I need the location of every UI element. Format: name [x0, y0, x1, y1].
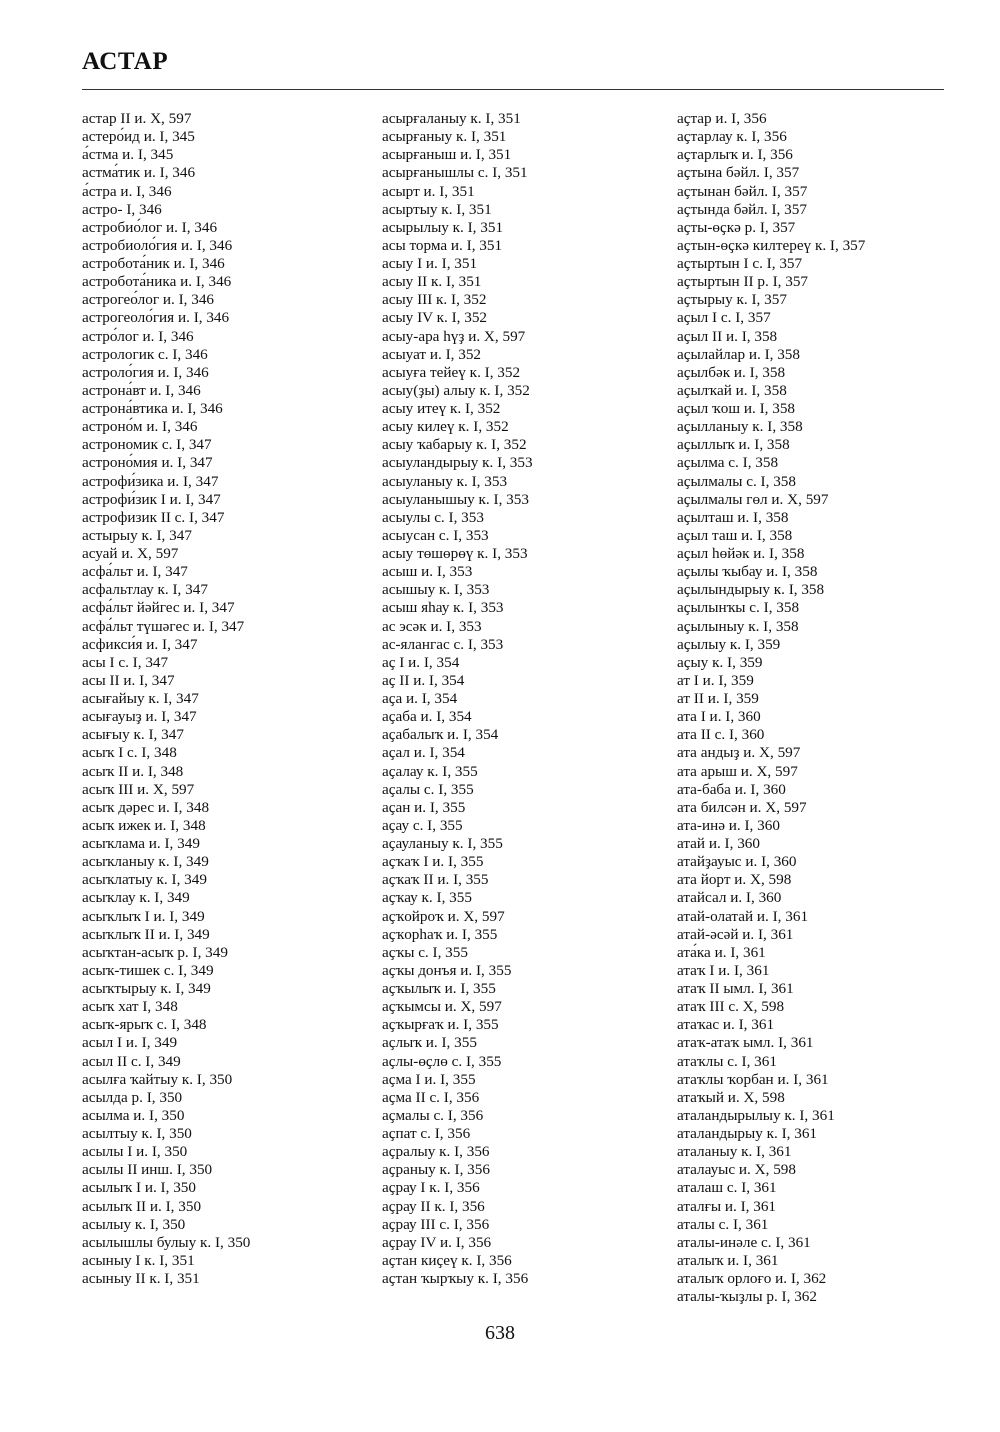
- dictionary-entry: аҫыу к. I, 359: [677, 653, 763, 671]
- dictionary-entry: аҫылайлар и. I, 358: [677, 345, 800, 363]
- dictionary-entry: атаҡ II ымл. I, 361: [677, 980, 794, 997]
- dictionary-entry: асыуланыу к. I, 353: [382, 472, 508, 490]
- dictionary-entry: асылышлы булыу к. I, 350: [82, 1233, 251, 1251]
- dictionary-entry: аҫтар и. I, 356: [677, 110, 767, 127]
- page-number: 638: [485, 1322, 515, 1344]
- dictionary-entry: асыу(ҙы) алыу к. I, 352: [382, 381, 530, 399]
- dictionary-entry: аҫралыу к. I, 356: [382, 1143, 490, 1161]
- dictionary-entry: асыш и. I, 353: [382, 563, 473, 581]
- dictionary-entry: аталауыс и. X, 598: [677, 1161, 796, 1179]
- dictionary-entry: аҫтында бәйл. I, 357: [677, 200, 807, 218]
- dictionary-entry: асылға ҡайтыу к. I, 350: [82, 1070, 233, 1088]
- dictionary-entry: асылтыу к. I, 350: [82, 1125, 192, 1142]
- dictionary-entry: аҫлыҡ и. I, 355: [382, 1034, 477, 1052]
- dictionary-entry: асыҡлыҡ II и. I, 349: [82, 925, 210, 943]
- dictionary-entry: асылы II инш. I, 350: [82, 1161, 213, 1179]
- dictionary-entry: аҫҡаҡ I и. I, 355: [382, 853, 484, 871]
- dictionary-entry: астробиоло́гия и. I, 346: [82, 236, 233, 254]
- dictionary-entry: астрогеоло́гия и. I, 346: [82, 309, 230, 327]
- dictionary-entry: ата II с. I, 360: [677, 726, 765, 744]
- dictionary-entry: атай и. I, 360: [677, 835, 760, 852]
- dictionary-entry: асыҡлыҡ I и. I, 349: [82, 907, 205, 925]
- dictionary-entry: аҫҡы донъя и. I, 355: [382, 961, 512, 979]
- dictionary-entry: ата арыш и. X, 597: [677, 762, 798, 780]
- dictionary-entry: атаҡый и. X, 598: [677, 1088, 785, 1106]
- dictionary-entry: аҫма II с. I, 356: [382, 1088, 480, 1106]
- dictionary-entry: ас эсәк и. I, 353: [382, 617, 482, 635]
- entries-column-3: [677, 110, 865, 1306]
- dictionary-entry: астробио́лог и. I, 346: [82, 218, 218, 236]
- dictionary-entry: аталандырылыу к. I, 361: [677, 1106, 835, 1124]
- dictionary-entry: аҫылҡай и. I, 358: [677, 381, 787, 399]
- dictionary-entry: аҫыл таш и. I, 358: [677, 526, 793, 544]
- dictionary-entry: астробота́ник и. I, 346: [82, 255, 225, 272]
- dictionary-entry: асыныу I к. I, 351: [82, 1251, 195, 1269]
- dictionary-entry: аталыҡ орлоғо и. I, 362: [677, 1270, 827, 1287]
- dictionary-entry: асыуландырыу к. I, 353: [382, 454, 533, 472]
- dictionary-entry: астроно́мия и. I, 347: [82, 454, 213, 472]
- dictionary-entry: аҫҡылыҡ и. I, 355: [382, 980, 496, 997]
- dictionary-entry: аҫрау III с. I, 356: [382, 1215, 490, 1233]
- dictionary-entry: асыҡ ижек и. I, 348: [82, 816, 206, 834]
- dictionary-entry: аҫыл һөйәк и. I, 358: [677, 545, 805, 562]
- dictionary-entry: аҫаба и. I, 354: [382, 708, 472, 726]
- dictionary-entry: аҫылыу к. I, 359: [677, 635, 781, 653]
- dictionary-entry: асығауыҙ и. I, 347: [82, 708, 197, 726]
- dictionary-entry: асылыҡ II и. I, 350: [82, 1197, 202, 1215]
- dictionary-entry: аҫтарлыҡ и. I, 356: [677, 146, 793, 164]
- dictionary-entry: аҫылбәк и. I, 358: [677, 363, 786, 381]
- dictionary-entry: аҫмалы с. I, 356: [382, 1106, 484, 1124]
- dictionary-entry: атаҡлы ҡорбан и. I, 361: [677, 1070, 829, 1088]
- dictionary-entry: аҫылы ҡыбау и. I, 358: [677, 563, 818, 581]
- dictionary-entry: атаҡлы с. I, 361: [677, 1052, 777, 1070]
- dictionary-entry: астроло́гия и. I, 346: [82, 363, 209, 381]
- dictionary-entry: асыу II к. I, 351: [382, 273, 482, 291]
- dictionary-entry: астрогео́лог и. I, 346: [82, 291, 215, 309]
- dictionary-entry: аҫты-өҫкә р. I, 357: [677, 218, 796, 236]
- dictionary-entry: аҫылмалы с. I, 358: [677, 472, 796, 490]
- dictionary-entry: астрологик с. I, 346: [82, 345, 208, 363]
- dictionary-entry: ата I и. I, 360: [677, 708, 761, 726]
- dictionary-entry: аҫтарлау к. I, 356: [677, 128, 787, 146]
- dictionary-entry: аҫауланыу к. I, 355: [382, 835, 503, 852]
- dictionary-entry: аҫау с. I, 355: [382, 816, 463, 834]
- entries-column-2: [382, 110, 533, 1288]
- dictionary-entry: аҫҡау к. I, 355: [382, 889, 472, 907]
- dictionary-entry: аҫҡы с. I, 355: [382, 943, 468, 961]
- dictionary-entry: асыныу II к. I, 351: [82, 1270, 200, 1287]
- dictionary-entry: асылы I и. I, 350: [82, 1143, 188, 1161]
- dictionary-entry: асырғаныш и. I, 351: [382, 146, 512, 164]
- dictionary-entry: аҫалау к. I, 355: [382, 762, 478, 780]
- dictionary-entry: асфикси́я и. I, 347: [82, 635, 198, 653]
- dictionary-entry: ас-ялангас с. I, 353: [382, 635, 504, 653]
- dictionary-entry: аталаш с. I, 361: [677, 1179, 777, 1197]
- dictionary-entry: асырылыу к. I, 351: [382, 218, 504, 236]
- dictionary-entry: ат II и. I, 359: [677, 690, 759, 707]
- dictionary-entry: асыу III к. I, 352: [382, 291, 487, 309]
- dictionary-entry: аҫылташ и. I, 358: [677, 508, 789, 526]
- dictionary-entry: аҫылланыу к. I, 358: [677, 418, 803, 436]
- dictionary-entry: астрофи́зик I и. I, 347: [82, 490, 221, 508]
- dictionary-entry: асыуат и. I, 352: [382, 345, 482, 363]
- dictionary-entry: асыу килеү к. I, 352: [382, 418, 509, 436]
- dictionary-entry: атайсал и. I, 360: [677, 889, 782, 907]
- dictionary-entry: атаҡ I и. I, 361: [677, 961, 770, 979]
- dictionary-entry: асуай и. X, 597: [82, 545, 179, 562]
- dictionary-entry: астар II и. X, 597: [82, 110, 192, 127]
- dictionary-entry: аҫыллыҡ и. I, 358: [677, 436, 790, 454]
- dictionary-entry: ата-баба и. I, 360: [677, 780, 786, 798]
- dictionary-entry: асыу төшөрөү к. I, 353: [382, 545, 528, 562]
- dictionary-entry: атаҡас и. I, 361: [677, 1016, 775, 1034]
- dictionary-entry: аҫҡорһаҡ и. I, 355: [382, 925, 498, 943]
- dictionary-entry: асыуланышыу к. I, 353: [382, 490, 529, 508]
- dictionary-entry: ата билсән и. X, 597: [677, 798, 807, 816]
- dictionary-entry: асфа́льт и. I, 347: [82, 563, 188, 581]
- dictionary-entry: асыҡлама и. I, 349: [82, 835, 200, 852]
- dictionary-entry: асырғаныу к. I, 351: [382, 128, 507, 146]
- dictionary-entry: астма́тик и. I, 346: [82, 164, 196, 182]
- dictionary-entry: аҫ I и. I, 354: [382, 653, 460, 671]
- dictionary-entry: асыуға тейеү к. I, 352: [382, 363, 521, 381]
- dictionary-entry: асыу IV к. I, 352: [382, 309, 488, 327]
- dictionary-entry: а́стма и. I, 345: [82, 146, 174, 164]
- dictionary-entry: асырғанышлы с. I, 351: [382, 164, 528, 182]
- dictionary-entry: асылма и. I, 350: [82, 1106, 185, 1124]
- dictionary-entry: астрофизик II с. I, 347: [82, 508, 225, 526]
- dictionary-entry: аҫал и. I, 354: [382, 744, 465, 762]
- dictionary-entry: аҫрау II к. I, 356: [382, 1197, 485, 1215]
- dictionary-entry: асыу-ара һүҙ и. X, 597: [382, 327, 526, 345]
- dictionary-entry: аҫлы-өҫлө с. I, 355: [382, 1052, 502, 1070]
- dictionary-entry: атаҡ III с. X, 598: [677, 998, 785, 1016]
- dictionary-entry: атай-әсәй и. I, 361: [677, 925, 794, 943]
- dictionary-entry: астро́лог и. I, 346: [82, 327, 194, 345]
- dictionary-entry: аҫылынҡы с. I, 358: [677, 599, 800, 617]
- dictionary-entry: асыу ҡабарыу к. I, 352: [382, 436, 527, 454]
- dictionary-entry: асыҡ хат I, 348: [82, 998, 178, 1016]
- dictionary-entry: аҫҡырғаҡ и. I, 355: [382, 1016, 499, 1034]
- dictionary-entry: асығыу к. I, 347: [82, 726, 184, 744]
- dictionary-entry: асыҡ-ярыҡ с. I, 348: [82, 1016, 207, 1034]
- dictionary-entry: асырт и. I, 351: [382, 182, 475, 200]
- dictionary-entry: аҫыл ҡош и. I, 358: [677, 400, 796, 417]
- dictionary-entry: аталаныу к. I, 361: [677, 1143, 792, 1161]
- dictionary-entry: аҫыл II и. I, 358: [677, 327, 778, 345]
- dictionary-entry: асыҡлатыу к. I, 349: [82, 871, 207, 889]
- dictionary-entry: аҫтыртын II р. I, 357: [677, 273, 809, 291]
- dictionary-entry: асыу итеү к. I, 352: [382, 400, 501, 417]
- dictionary-entry: асы торма и. I, 351: [382, 236, 503, 254]
- dictionary-entry: асышыу к. I, 353: [382, 581, 490, 599]
- dictionary-entry: аталы-инәле с. I, 361: [677, 1233, 811, 1251]
- dictionary-entry: асыл I и. I, 349: [82, 1034, 178, 1052]
- dictionary-entry: аталандырыу к. I, 361: [677, 1125, 818, 1142]
- dictionary-entry: асфа́льт түшәгес и. I, 347: [82, 617, 245, 635]
- dictionary-entry: атай-олатай и. I, 361: [677, 907, 809, 925]
- dictionary-entry: асылыҡ I и. I, 350: [82, 1179, 196, 1197]
- dictionary-entry: аҫтын-өҫкә килтереү к. I, 357: [677, 236, 866, 254]
- dictionary-entry: асыҡланыу к. I, 349: [82, 853, 209, 871]
- dictionary-entry: асы II и. I, 347: [82, 671, 175, 689]
- dictionary-entry: аҫтынан бәйл. I, 357: [677, 182, 808, 200]
- dictionary-entry: аҫтан киҫеү к. I, 356: [382, 1251, 512, 1269]
- dictionary-entry: аталы-ҡыҙлы р. I, 362: [677, 1288, 817, 1306]
- dictionary-entry: асыҡ II и. I, 348: [82, 762, 184, 780]
- dictionary-entry: асырғаланыу к. I, 351: [382, 110, 521, 127]
- dictionary-entry: астроно́м и. I, 346: [82, 418, 198, 436]
- dictionary-entry: аталы с. I, 361: [677, 1215, 769, 1233]
- dictionary-entry: асыусан с. I, 353: [382, 526, 489, 544]
- dictionary-entry: ат I и. I, 359: [677, 671, 754, 689]
- header-divider: [82, 89, 944, 90]
- dictionary-entry: аҫабалыҡ и. I, 354: [382, 726, 499, 744]
- dictionary-entry: астрофи́зика и. I, 347: [82, 472, 219, 490]
- dictionary-entry: аҫтыртын I с. I, 357: [677, 255, 803, 272]
- entries-column-1: [82, 110, 250, 1288]
- dictionary-entry: аталғы и. I, 361: [677, 1197, 777, 1215]
- page-header-title: АСТАР: [82, 48, 169, 75]
- dictionary-entry: аҫылмалы гөл и. X, 597: [677, 490, 829, 508]
- dictionary-entry: аҫыл I с. I, 357: [677, 309, 771, 327]
- dictionary-entry: а́стра и. I, 346: [82, 182, 172, 200]
- dictionary-entry: аҫма I и. I, 355: [382, 1070, 476, 1088]
- dictionary-entry: аҫҡымсы и. X, 597: [382, 998, 502, 1016]
- dictionary-entry: аҫылма с. I, 358: [677, 454, 779, 472]
- dictionary-entry: ата йорт и. X, 598: [677, 871, 792, 889]
- dictionary-entry: асыҡ-тишек с. I, 349: [82, 961, 214, 979]
- dictionary-entry: ата андыҙ и. X, 597: [677, 744, 801, 762]
- dictionary-entry: аҫрау IV и. I, 356: [382, 1233, 492, 1251]
- dictionary-entry: аҫраныу к. I, 356: [382, 1161, 490, 1179]
- dictionary-entry: асыш яһау к. I, 353: [382, 599, 504, 617]
- dictionary-entry: аҫрау I к. I, 356: [382, 1179, 480, 1197]
- dictionary-entry: асыҡтырыу к. I, 349: [82, 980, 211, 997]
- dictionary-entry: астрона́вт и. I, 346: [82, 381, 201, 399]
- dictionary-entry: аҫа и. I, 354: [382, 690, 458, 707]
- dictionary-entry: асфальтлау к. I, 347: [82, 581, 208, 599]
- dictionary-entry: асығайыу к. I, 347: [82, 690, 199, 707]
- dictionary-entry: атаҡ-атаҡ ымл. I, 361: [677, 1034, 814, 1052]
- dictionary-entry: асылда р. I, 350: [82, 1088, 183, 1106]
- dictionary-entry: асыҡ дәрес и. I, 348: [82, 798, 210, 816]
- dictionary-entry: астрономик с. I, 347: [82, 436, 212, 454]
- dictionary-entry: аҫтына бәйл. I, 357: [677, 164, 800, 182]
- dictionary-entry: аҫалы с. I, 355: [382, 780, 474, 798]
- dictionary-entry: аталыҡ и. I, 361: [677, 1251, 779, 1269]
- dictionary-entry: астеро́ид и. I, 345: [82, 128, 195, 146]
- dictionary-entry: аҫ II и. I, 354: [382, 671, 465, 689]
- dictionary-entry: аҫылындырыу к. I, 358: [677, 581, 825, 599]
- dictionary-entry: асыртыу к. I, 351: [382, 200, 492, 218]
- dictionary-entry: асы I с. I, 347: [82, 653, 169, 671]
- dictionary-entry: асыу I и. I, 351: [382, 255, 478, 272]
- dictionary-entry: аҫан и. I, 355: [382, 798, 466, 816]
- dictionary-entry: астырыу к. I, 347: [82, 526, 192, 544]
- dictionary-entry: асыҡлау к. I, 349: [82, 889, 190, 907]
- dictionary-entry: аҫҡойроҡ и. X, 597: [382, 907, 505, 925]
- dictionary-entry: асыҡ I с. I, 348: [82, 744, 177, 762]
- dictionary-entry: астро- I, 346: [82, 200, 162, 218]
- dictionary-entry: асылыу к. I, 350: [82, 1215, 186, 1233]
- dictionary-entry: аҫтырыу к. I, 357: [677, 291, 787, 309]
- dictionary-entry: аҫҡаҡ II и. I, 355: [382, 871, 489, 889]
- dictionary-entry: атайҙауыс и. I, 360: [677, 853, 797, 871]
- dictionary-entry: аҫтан ҡырҡыу к. I, 356: [382, 1270, 529, 1287]
- dictionary-entry: астрона́втика и. I, 346: [82, 400, 223, 417]
- dictionary-entry: асыулы с. I, 353: [382, 508, 484, 526]
- dictionary-entry: асыл II с. I, 349: [82, 1052, 181, 1070]
- dictionary-entry: ата́ка и. I, 361: [677, 943, 766, 961]
- dictionary-entry: аҫпат с. I, 356: [382, 1125, 471, 1142]
- dictionary-entry: асыҡтан-асыҡ р. I, 349: [82, 943, 228, 961]
- dictionary-entry: астробота́ника и. I, 346: [82, 273, 232, 291]
- dictionary-entry: аҫылыныу к. I, 358: [677, 617, 799, 635]
- dictionary-entry: асыҡ III и. X, 597: [82, 780, 195, 798]
- dictionary-entry: асфа́льт йәйгес и. I, 347: [82, 599, 235, 617]
- dictionary-entry: ата-инә и. I, 360: [677, 816, 780, 834]
